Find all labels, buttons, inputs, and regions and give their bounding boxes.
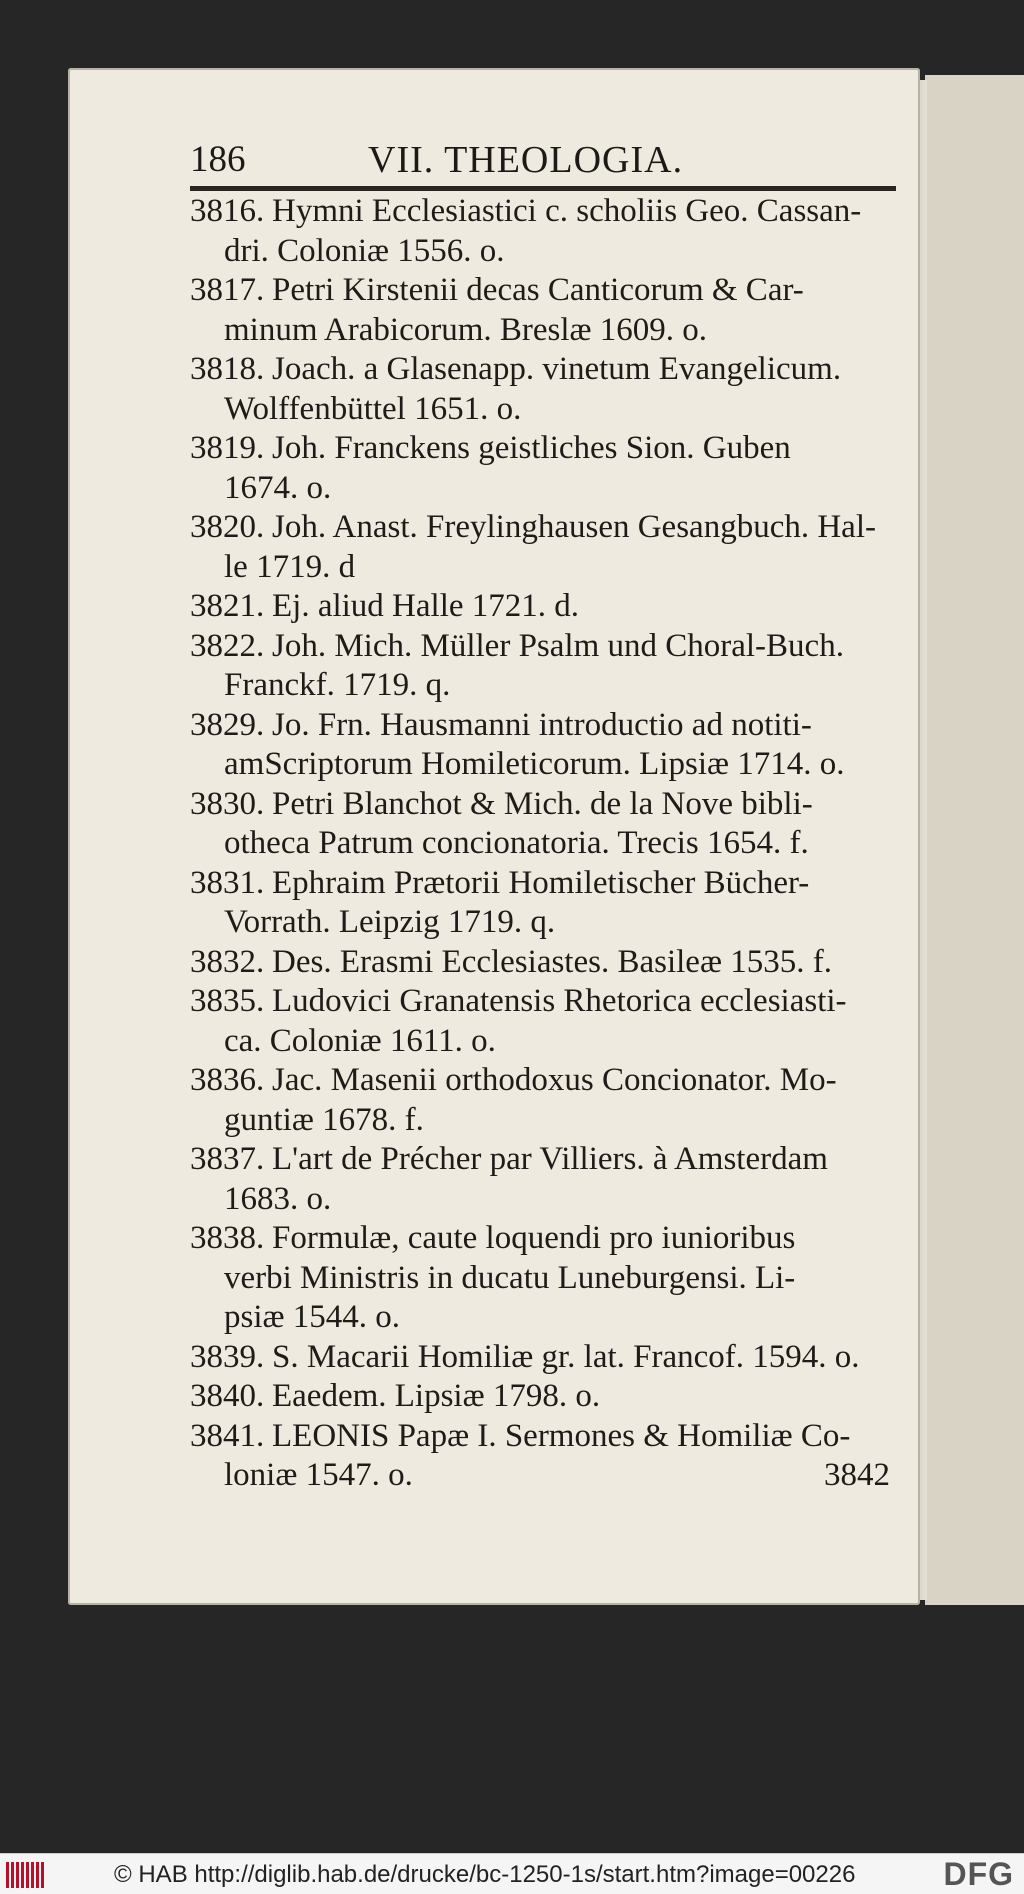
entry-number: 3820. <box>190 509 265 545</box>
entry-text: Eaedem. Lipsiæ 1798. o. <box>272 1378 601 1414</box>
entry-number: 3831. <box>190 864 265 901</box>
entry-text: verbi Ministris in ducatu Luneburgensi. Li- <box>224 1259 796 1296</box>
source-credit[interactable]: © HAB http://diglib.hab.de/drucke/bc-1250-1s/start.htm?image=00226 <box>114 1861 856 1888</box>
catalog-entry <box>190 1377 890 1417</box>
entry-text: Petri Kirstenii decas Canticorum & Car- <box>272 272 804 308</box>
page-number: 186 <box>190 139 246 180</box>
catalog-entry <box>190 1140 890 1219</box>
entry-text: 1674. o. <box>224 469 332 506</box>
entry-text: Jac. Masenii orthodoxus Concionator. Mo- <box>272 1062 837 1098</box>
entry-text: ca. Coloniæ 1611. o. <box>224 1022 496 1059</box>
entry-text: psiæ 1544. o. <box>224 1299 401 1335</box>
entry-text: Franckf. 1719. q. <box>224 667 451 703</box>
entry-text: Ludovici Granatensis Rhetorica ecclesiasti- <box>272 983 847 1019</box>
entry-text: Hymni Ecclesiastici c. scholiis Geo. Cassan- <box>272 193 862 229</box>
footer-bar <box>0 1853 1024 1894</box>
section-title: VII. THEOLOGIA. <box>368 139 684 181</box>
catalog-entry <box>190 350 890 429</box>
catalog-entry <box>190 943 890 983</box>
entry-text: otheca Patrum concionatoria. Trecis 1654. f. <box>224 825 809 861</box>
hab-logo-icon <box>6 1862 46 1888</box>
catalog-entry <box>190 627 890 706</box>
entry-text: Wolffenbüttel 1651. o. <box>224 390 522 427</box>
entry-text: Ej. aliud Halle 1721. d. <box>272 588 580 624</box>
entry-number: 3821. <box>190 588 265 624</box>
entry-text: Petri Blanchot & Mich. de la Nove bibli- <box>272 785 813 822</box>
catalog-entry <box>190 271 890 350</box>
entry-number: 3832. <box>190 943 265 980</box>
entry-number: 3822. <box>190 627 265 664</box>
dfg-logo: DFG <box>943 1856 1014 1892</box>
entry-text: loniæ 1547. o. <box>224 1457 413 1493</box>
catchword: 3842 <box>824 1457 890 1493</box>
entry-number: 3829. <box>190 706 265 743</box>
catalog-entry <box>190 982 890 1061</box>
entry-text: dri. Coloniæ 1556. o. <box>224 232 505 269</box>
entry-number: 3830. <box>190 785 265 822</box>
catalog-entry <box>190 1061 890 1140</box>
entry-text: Joh. Franckens geistliches Sion. Guben <box>272 430 791 466</box>
entry-number: 3818. <box>190 351 265 387</box>
entry-number: 3817. <box>190 272 265 308</box>
catalog-entry <box>190 192 890 271</box>
catalog-entry <box>190 785 890 864</box>
entry-number: 3839. <box>190 1338 265 1375</box>
catalog-entry <box>190 508 890 587</box>
running-header <box>190 138 890 182</box>
entry-number: 3838. <box>190 1220 265 1256</box>
header-rule <box>190 186 896 191</box>
entry-text: amScriptorum Homileticorum. Lipsiæ 1714. o. <box>224 746 845 782</box>
catalog-entry <box>190 429 890 508</box>
entry-text: minum Arabicorum. Breslæ 1609. o. <box>224 311 708 348</box>
entry-text: 1683. o. <box>224 1180 332 1217</box>
entry-text: le 1719. d <box>224 548 356 585</box>
entry-number: 3816. <box>190 193 265 229</box>
entry-number: 3841. <box>190 1417 265 1454</box>
entry-text: guntiæ 1678. f. <box>224 1101 424 1138</box>
entry-text: Joach. a Glasenapp. vinetum Evangelicum. <box>272 351 842 387</box>
entry-text: Joh. Anast. Freylinghausen Gesangbuch. Hal- <box>272 509 876 545</box>
catalog-entry <box>190 864 890 943</box>
entry-text: L'art de Précher par Villiers. à Amsterdam <box>272 1141 828 1177</box>
catalog-entry <box>190 1219 890 1338</box>
catalog-entry <box>190 1417 890 1496</box>
catalog-entries <box>190 192 890 1496</box>
entry-text: Joh. Mich. Müller Psalm und Choral-Buch. <box>272 627 844 664</box>
facing-page-edge <box>925 75 1024 1605</box>
entry-text: Jo. Frn. Hausmanni introductio ad notiti- <box>272 706 812 743</box>
entry-number: 3835. <box>190 983 265 1019</box>
entry-number: 3836. <box>190 1062 265 1098</box>
entry-number: 3840. <box>190 1378 265 1414</box>
entry-text: Ephraim Prætorii Homiletischer Bücher- <box>272 864 810 901</box>
entry-number: 3819. <box>190 430 265 466</box>
entry-text: S. Macarii Homiliæ gr. lat. Francof. 1594. o. <box>272 1338 860 1375</box>
catalog-entry <box>190 1338 890 1378</box>
entry-text: Formulæ, caute loquendi pro iunioribus <box>272 1220 796 1256</box>
entry-number: 3837. <box>190 1141 265 1177</box>
catalog-entry <box>190 587 890 627</box>
catalog-entry <box>190 706 890 785</box>
entry-text: Vorrath. Leipzig 1719. q. <box>224 904 556 940</box>
entry-text: LEONIS Papæ I. Sermones & Homiliæ Co- <box>272 1417 851 1454</box>
entry-text: Des. Erasmi Ecclesiastes. Basileæ 1535. f. <box>272 943 832 980</box>
